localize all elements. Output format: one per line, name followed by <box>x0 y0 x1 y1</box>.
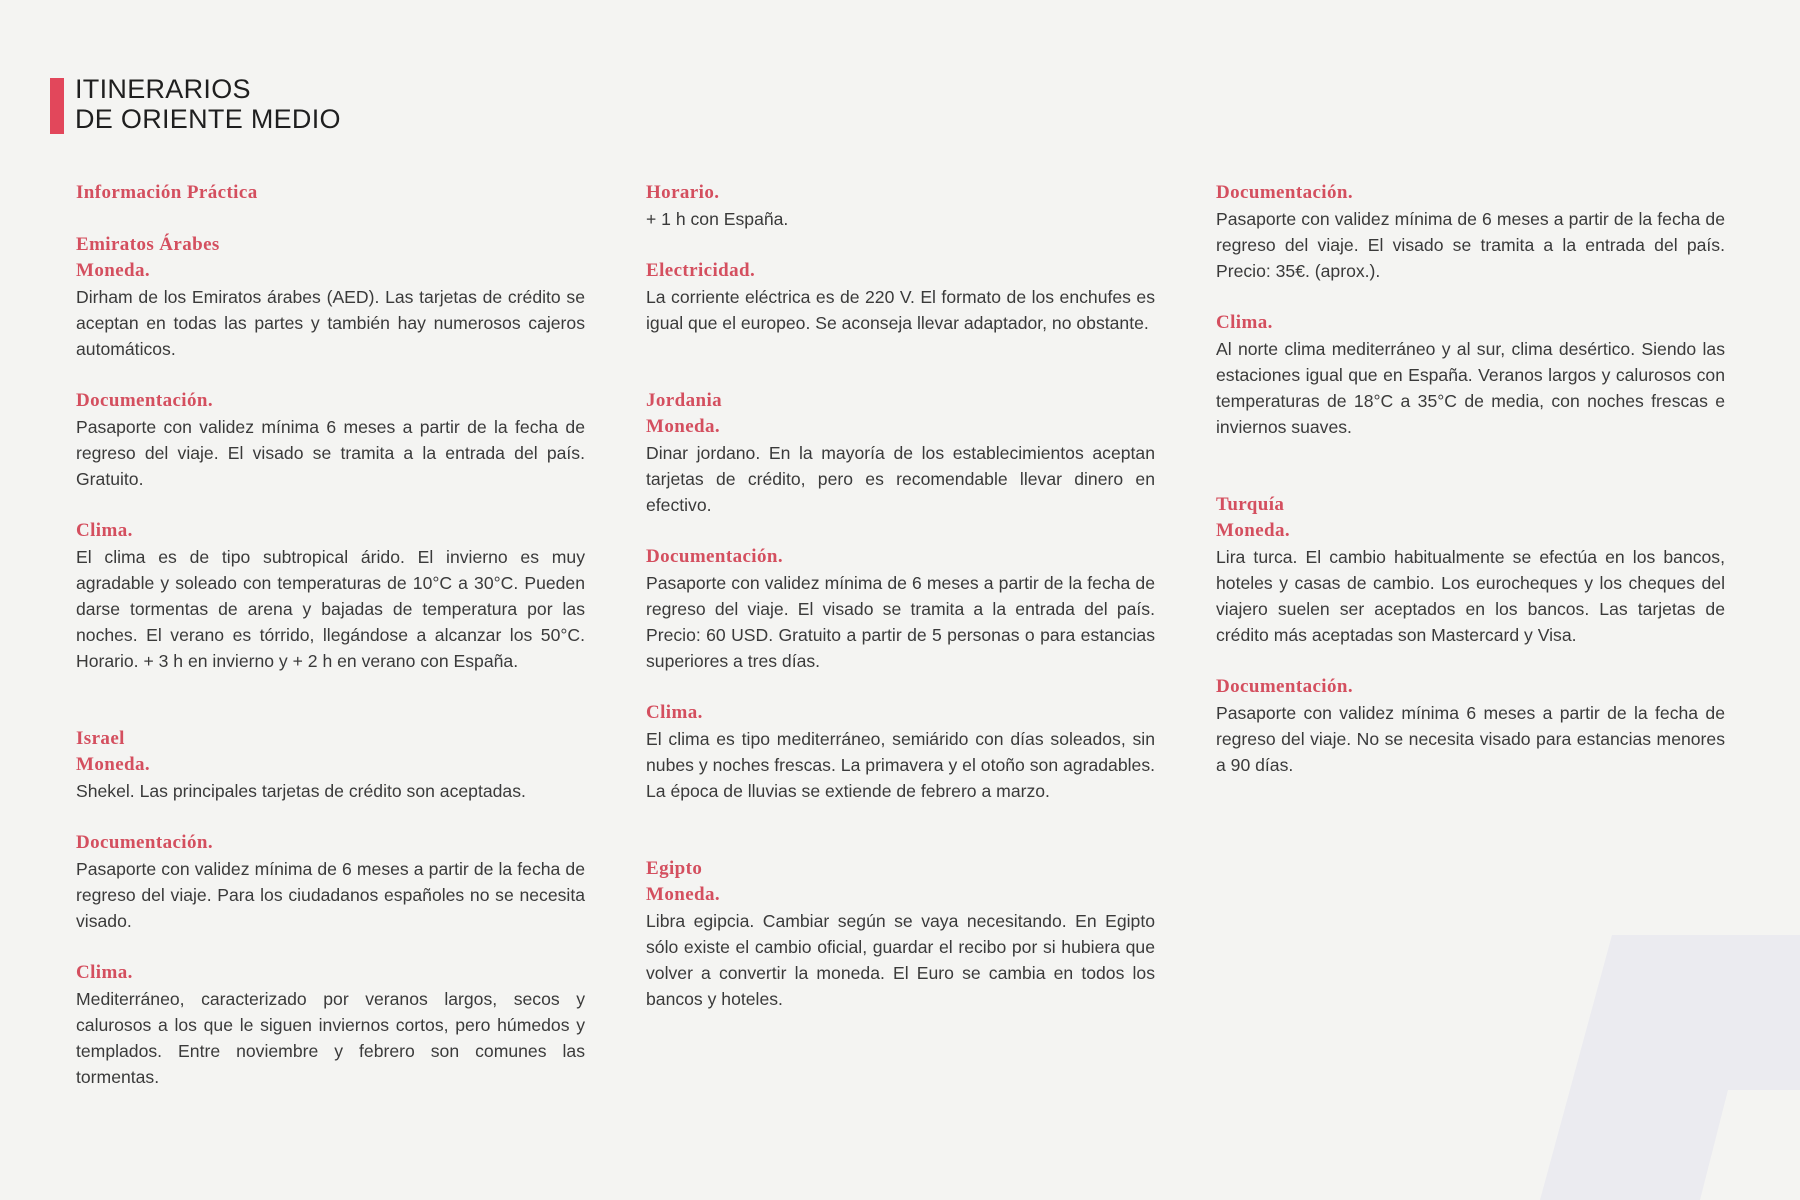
column-3 <box>1216 180 1725 804</box>
documentacion-block <box>76 388 585 492</box>
clima-text: El clima es tipo mediterráneo, semiárido con días soleados, sin nubes y noches frescas. La primavera y el otoño son agradables. La época de lluvias se extiende de febrero a marzo. <box>646 729 1155 801</box>
horario-label: Horario. <box>646 182 720 203</box>
page-title <box>75 74 341 134</box>
clima-label: Clima. <box>76 962 133 983</box>
documentacion-text: Pasaporte con validez mínima de 6 meses a partir de la fecha de regreso del viaje. El visado se tramita a la entrada del país. Precio: 60 USD. Gratuito a partir de 5 personas o para estancias superiores a tres días. <box>646 573 1155 671</box>
documentacion-block <box>646 544 1155 674</box>
electricidad-label: Electricidad. <box>646 260 756 281</box>
country-heading: Jordania <box>646 390 723 411</box>
moneda-text: Shekel. Las principales tarjetas de crédito son aceptadas. <box>76 781 526 801</box>
title-line-1: ITINERARIOS <box>75 74 251 104</box>
moneda-block <box>76 752 585 804</box>
moneda-block <box>76 258 585 362</box>
moneda-text: Lira turca. El cambio habitualmente se efectúa en los bancos, hoteles y casas de cambio. Los eurocheques y los cheques del viajero suelen ser aceptados en los bancos. Las tarjetas de crédito más aceptadas son Mastercard y Visa. <box>1216 547 1725 645</box>
clima-text: El clima es de tipo subtropical árido. El invierno es muy agradable y soleado con temperaturas de 10°C a 30°C. Pueden darse tormentas de arena y bajadas de temperatura por las noches. El verano es tórrido, llegándose a alcanzar los 50°C. Horario. + 3 h en invierno y + 2 h en verano con España. <box>76 547 585 671</box>
clima-label: Clima. <box>646 702 703 723</box>
documentacion-block <box>1216 180 1725 284</box>
moneda-text: Dinar jordano. En la mayoría de los establecimientos aceptan tarjetas de crédito, pero es recomendable llevar dinero en efectivo. <box>646 443 1155 515</box>
documentacion-label: Documentación. <box>1216 676 1354 697</box>
documentacion-text: Pasaporte con validez mínima 6 meses a partir de la fecha de regreso del viaje. El visado se tramita a la entrada del país. Gratuito. <box>76 417 585 489</box>
column-1 <box>76 180 585 1116</box>
section-intro-heading: Información Práctica <box>76 182 258 203</box>
documentacion-block <box>1216 674 1725 778</box>
documentacion-label: Documentación. <box>76 832 214 853</box>
documentacion-text: Pasaporte con validez mínima de 6 meses a partir de la fecha de regreso del viaje. Para los ciudadanos españoles no se necesita visado. <box>76 859 585 931</box>
documentacion-label: Documentación. <box>76 390 214 411</box>
horario-text: + 1 h con España. <box>646 209 789 229</box>
moneda-label: Moneda. <box>76 754 151 775</box>
clima-block <box>76 518 585 674</box>
electricidad-text: La corriente eléctrica es de 220 V. El formato de los enchufes es igual que el europeo. Se aconseja llevar adaptador, no obstante. <box>646 287 1155 333</box>
electricidad-block <box>646 258 1155 336</box>
documentacion-text: Pasaporte con validez mínima 6 meses a partir de la fecha de regreso del viaje. No se necesita visado para estancias menores a 90 días. <box>1216 703 1725 775</box>
clima-block <box>76 960 585 1090</box>
clima-label: Clima. <box>76 520 133 541</box>
clima-block <box>646 700 1155 804</box>
moneda-text: Dirham de los Emiratos árabes (AED). Las tarjetas de crédito se aceptan en todas las partes y también hay numerosos cajeros automáticos. <box>76 287 585 359</box>
page-header <box>50 74 341 134</box>
moneda-block <box>646 882 1155 1012</box>
title-line-2: DE ORIENTE MEDIO <box>75 104 341 134</box>
column-2 <box>646 180 1155 1038</box>
moneda-block <box>646 414 1155 518</box>
country-section-israel <box>76 726 585 1090</box>
country-section-egipto <box>646 856 1155 1012</box>
documentacion-label: Documentación. <box>1216 182 1354 203</box>
country-heading: Egipto <box>646 858 703 879</box>
country-section-jordania <box>646 388 1155 804</box>
clima-block <box>1216 310 1725 440</box>
clima-text: Mediterráneo, caracterizado por veranos largos, secos y calurosos a los que le siguen inviernos cortos, pero húmedos y templados. Entre noviembre y febrero son comunes las tormentas. <box>76 989 585 1087</box>
country-section-turquia <box>1216 492 1725 778</box>
documentacion-block <box>76 830 585 934</box>
moneda-label: Moneda. <box>646 416 721 437</box>
moneda-label: Moneda. <box>1216 520 1291 541</box>
documentacion-text: Pasaporte con validez mínima de 6 meses a partir de la fecha de regreso del viaje. El visado se tramita a la entrada del país. Precio: 35€. (aprox.). <box>1216 209 1725 281</box>
accent-bar <box>50 78 64 134</box>
country-heading: Emiratos Árabes <box>76 234 220 255</box>
horario-block <box>646 180 1155 232</box>
documentacion-label: Documentación. <box>646 546 784 567</box>
moneda-label: Moneda. <box>646 884 721 905</box>
clima-label: Clima. <box>1216 312 1273 333</box>
country-heading: Turquía <box>1216 494 1285 515</box>
moneda-block <box>1216 518 1725 648</box>
clima-text: Al norte clima mediterráneo y al sur, clima desértico. Siendo las estaciones igual que en España. Veranos largos y calurosos con temperaturas de 18°C a 35°C de media, con noches frescas e inviernos suaves. <box>1216 339 1725 437</box>
country-heading: Israel <box>76 728 125 749</box>
moneda-text: Libra egipcia. Cambiar según se vaya necesitando. En Egipto sólo existe el cambio oficial, guardar el recibo por si hubiera que volver a convertir la moneda. El Euro se cambia en todos los bancos y hoteles. <box>646 911 1155 1009</box>
country-section-emiratos <box>76 232 585 674</box>
moneda-label: Moneda. <box>76 260 151 281</box>
